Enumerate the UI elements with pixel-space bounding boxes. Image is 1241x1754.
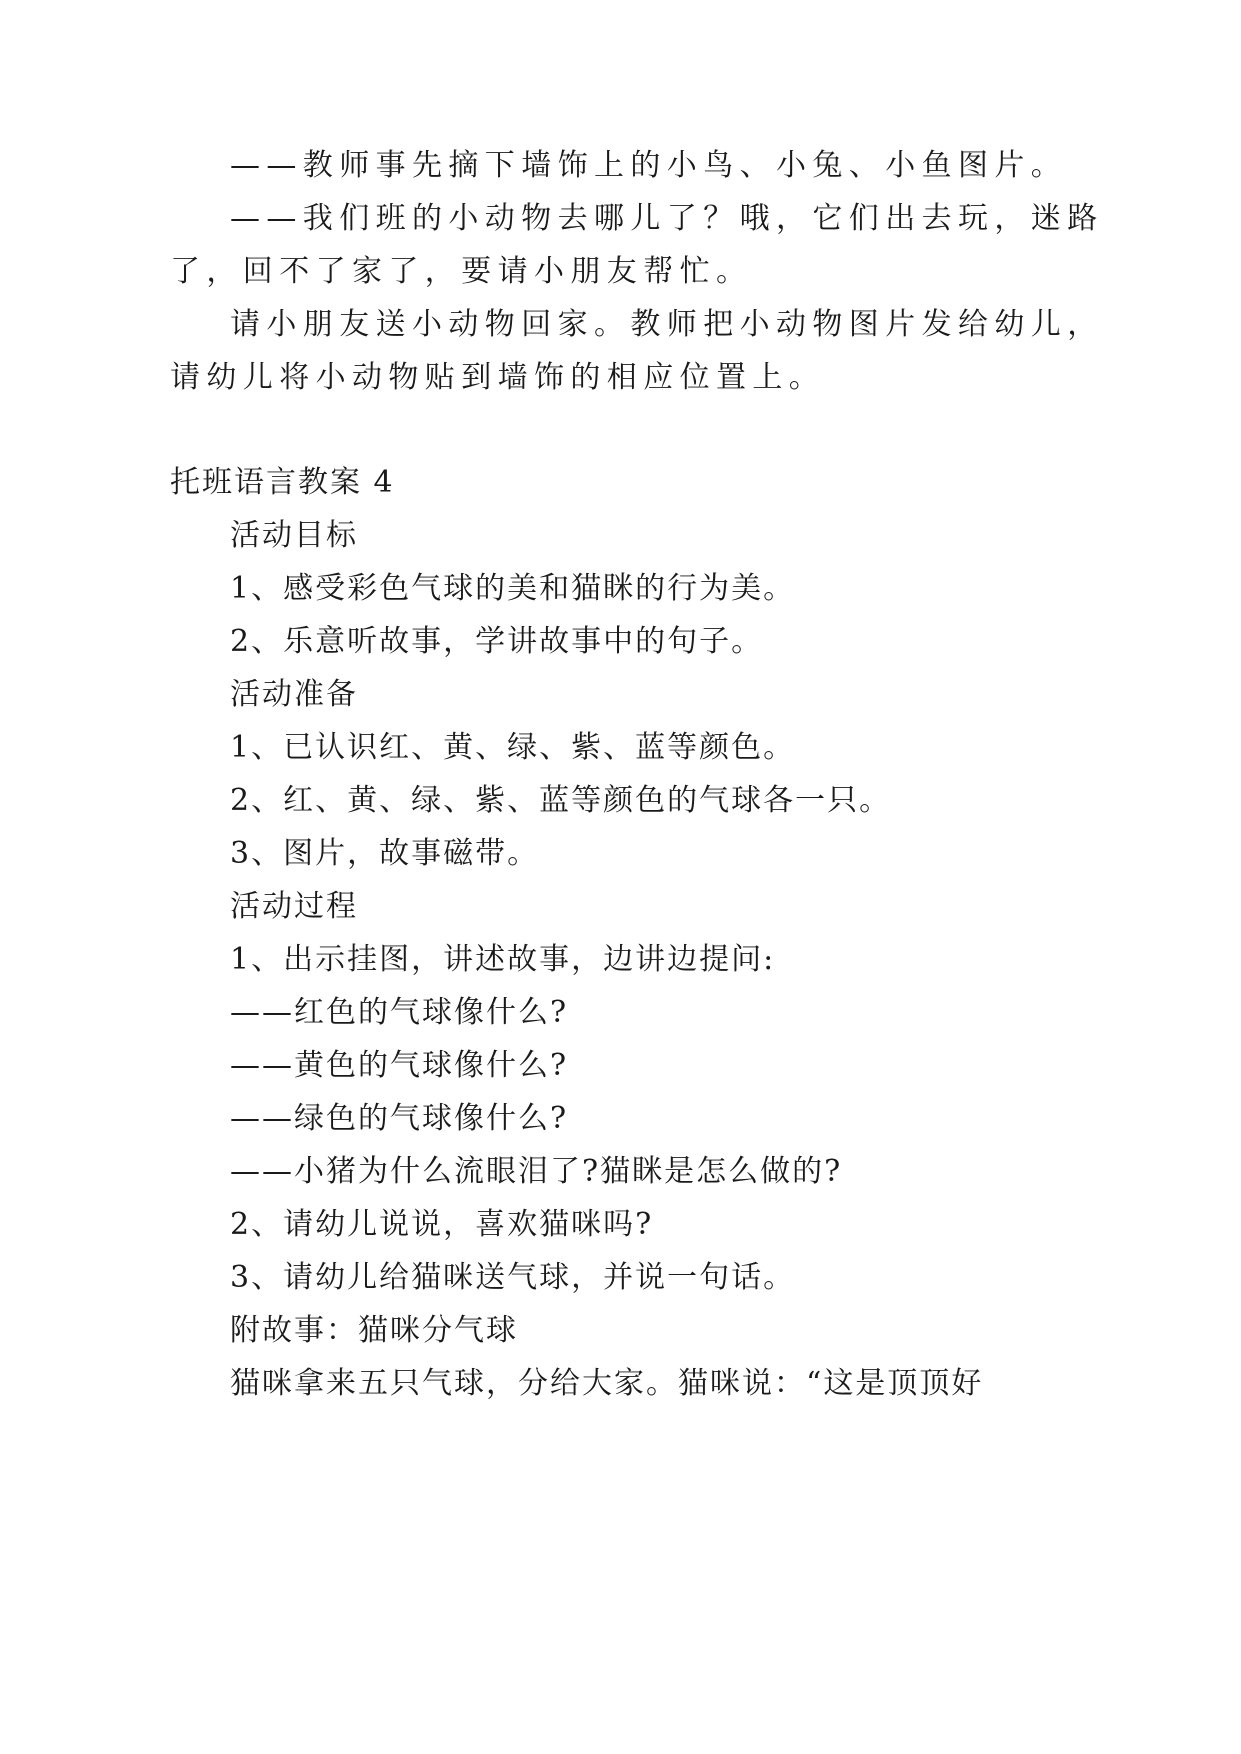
prep-item: 2、红、黄、绿、紫、蓝等颜色的气球各一只。 xyxy=(230,783,892,818)
question-line: ——小猪为什么流眼泪了?猫眯是怎么做的? xyxy=(230,1154,843,1189)
process-item: 2、请幼儿说说，喜欢猫咪吗? xyxy=(230,1207,654,1242)
paragraph-line: 请幼儿将小动物贴到墙饰的相应位置上。 xyxy=(170,360,826,395)
prep-heading: 活动准备 xyxy=(230,677,358,712)
prep-item: 3、图片，故事磁带。 xyxy=(230,836,540,871)
goal-heading: 活动目标 xyxy=(230,518,358,553)
paragraph-line: ——教师事先摘下墙饰上的小鸟、小兔、小鱼图片。 xyxy=(230,148,1068,183)
story-line: 猫咪拿来五只气球，分给大家。猫咪说：“这是顶顶好 xyxy=(230,1366,984,1401)
process-heading: 活动过程 xyxy=(230,889,358,924)
paragraph-line: ——我们班的小动物去哪儿了？哦，它们出去玩，迷路 xyxy=(230,201,1104,236)
story-title: 附故事：猫咪分气球 xyxy=(230,1313,518,1348)
process-item: 1、出示挂图，讲述故事，边讲边提问: xyxy=(230,942,776,977)
prep-item: 1、已认识红、黄、绿、紫、蓝等颜色。 xyxy=(230,730,796,765)
question-line: ——黄色的气球像什么? xyxy=(230,1048,569,1083)
question-line: ——红色的气球像什么? xyxy=(230,995,569,1030)
section-title: 托班语言教案 4 xyxy=(170,465,395,500)
paragraph-line: 了，回不了家了，要请小朋友帮忙。 xyxy=(170,254,753,289)
paragraph-line: 请小朋友送小动物回家。教师把小动物图片发给幼儿， xyxy=(230,307,1104,342)
process-item: 3、请幼儿给猫咪送气球，并说一句话。 xyxy=(230,1260,796,1295)
goal-item: 2、乐意听故事，学讲故事中的句子。 xyxy=(230,624,764,659)
question-line: ——绿色的气球像什么? xyxy=(230,1101,569,1136)
goal-item: 1、感受彩色气球的美和猫眯的行为美。 xyxy=(230,571,796,606)
